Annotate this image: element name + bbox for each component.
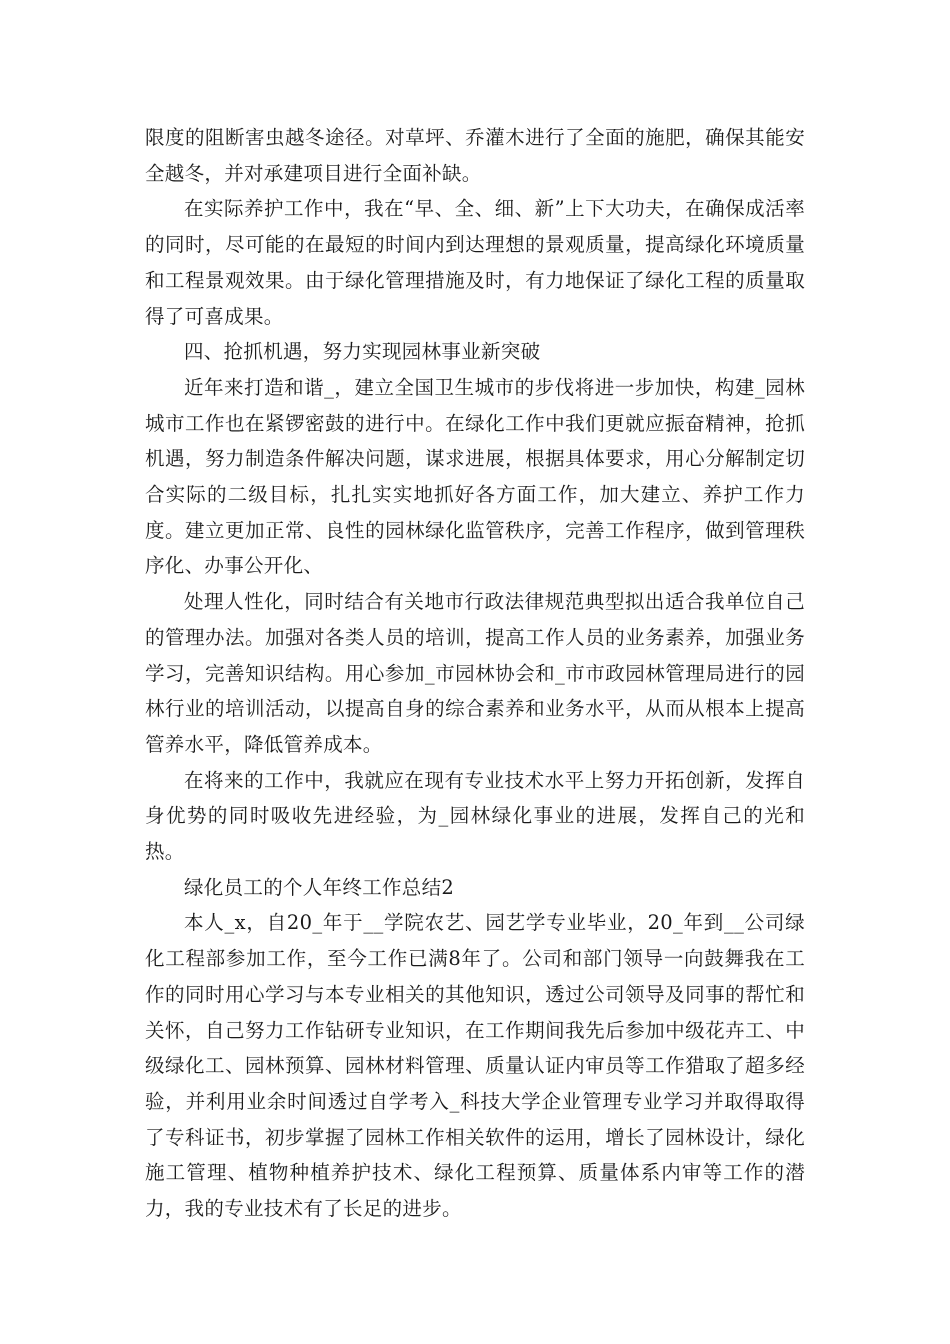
paragraph: 近年来打造和谐_，建立全国卫生城市的步伐将进一步加快，构建_园林城市工作也在紧锣密鼓的进行中。在绿化工作中我们更就应振奋精神，抢抓机遇，努力制造条件解决问题，谋求进展，根据具体要求，用心分解制定切合实际的二级目标，扎扎实实地抓好各方面工作，加大建立、养护工作力度。建立更加正常、良性的园林绿化监管秩序，完善工作程序，做到管理秩序化、办事公开化、 bbox=[145, 375, 805, 578]
document-body bbox=[145, 120, 805, 1227]
paragraph: 处理人性化，同时结合有关地市行政法律规范典型拟出适合我单位自己的管理办法。加强对各类人员的培训，提高工作人员的业务素养，加强业务学习，完善知识结构。用心参加_市园林协会和_市市政园林管理局进行的园林行业的培训活动，以提高自身的综合素养和业务水平，从而从根本上提高管养水平，降低管养成本。 bbox=[145, 590, 805, 756]
paragraph: 限度的阻断害虫越冬途径。对草坪、乔灌木进行了全面的施肥，确保其能安全越冬，并对承建项目进行全面补缺。 bbox=[145, 126, 805, 185]
article-title: 绿化员工的个人年终工作总结2 bbox=[184, 875, 455, 899]
section-heading: 四、抢抓机遇，努力实现园林事业新突破 bbox=[184, 340, 541, 364]
paragraph: 本人_x，自20_年于__学院农艺、园艺学专业毕业，20_年到__公司绿化工程部参加工作，至今工作已满8年了。公司和部门领导一向鼓舞我在工作的同时用心学习与本专业相关的其他知识，透过公司领导及同事的帮忙和关怀，自己努力工作钻研专业知识，在工作期间我先后参加中级花卉工、中级绿化工、园林预算、园林材料管理、质量认证内审员等工作猎取了超多经验，并利用业余时间透过自学考入_科技大学企业管理专业学习并取得取得了专科证书，初步掌握了园林工作相关软件的运用，增长了园林设计，绿化施工管理、植物种植养护技术、绿化工程预算、质量体系内审等工作的潜力，我的专业技术有了长足的进步。 bbox=[145, 911, 805, 1221]
paragraph: 在将来的工作中，我就应在现有专业技术水平上努力开拓创新，发挥自身优势的同时吸收先进经验，为_园林绿化事业的进展，发挥自己的光和热。 bbox=[145, 768, 805, 864]
paragraph: 在实际养护工作中，我在“早、全、细、新”上下大功夫，在确保成活率的同时，尽可能的在最短的时间内到达理想的景观质量，提高绿化环境质量和工程景观效果。由于绿化管理措施及时，有力地保证了绿化工程的质量取得了可喜成果。 bbox=[145, 197, 805, 328]
